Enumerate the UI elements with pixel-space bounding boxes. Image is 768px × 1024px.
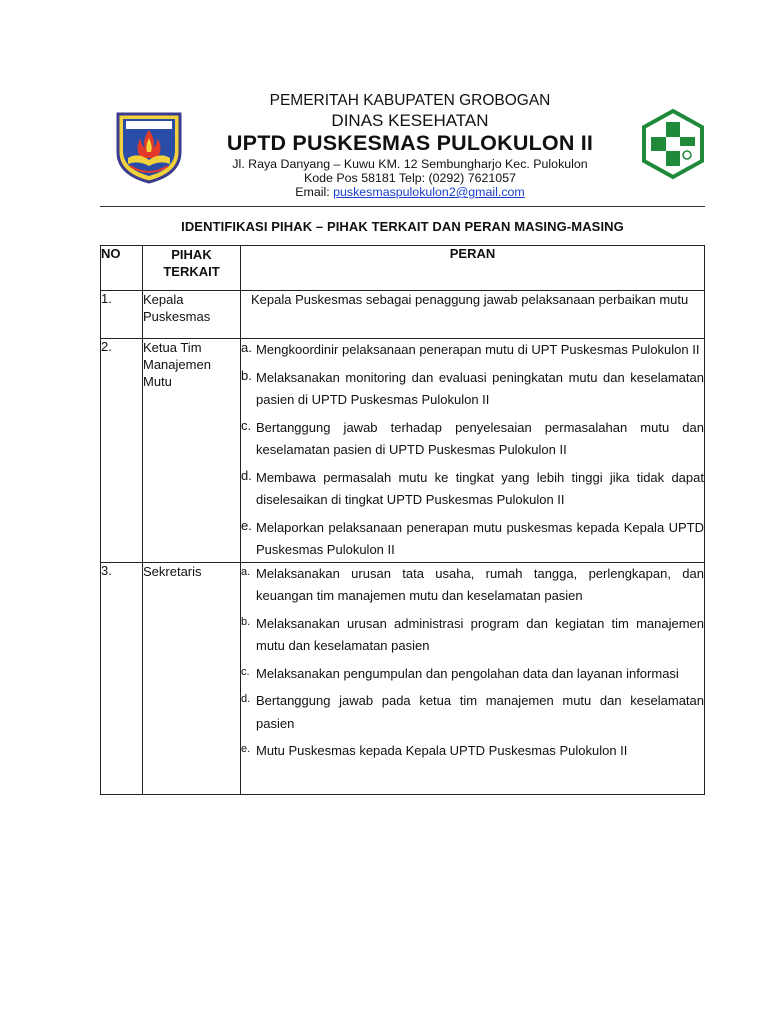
row-peran-list: [241, 339, 705, 563]
document-title: IDENTIFIKASI PIHAK – PIHAK TERKAIT DAN PERAN MASING-MASING: [181, 219, 624, 234]
row-peran: Kepala Puskesmas sebagai penaggung jawab pelaksanaan perbaikan mutu: [241, 291, 705, 339]
role-text: Membawa permasalah mutu ke tingkat yang lebih tinggi jika tidak dapat diselesaikan di tingkat UPTD Puskesmas Pulokulon II: [256, 469, 704, 507]
role-text: Melaporkan pelaksanaan penerapan mutu puskesmas kepada Kepala UPTD Puskesmas Pulokulon II: [256, 519, 704, 557]
role-item: [241, 613, 704, 658]
role-item: [241, 517, 704, 562]
address: Jl. Raya Danyang – Kuwu KM. 12 Sembungharjo Kec. Pulokulon: [232, 157, 588, 171]
header-peran: PERAN: [241, 246, 705, 291]
role-marker: a.: [241, 565, 251, 578]
role-marker: d.: [241, 693, 251, 705]
header-pihak: PIHAK TERKAIT: [143, 246, 241, 291]
role-item: [241, 563, 704, 608]
postal-phone: Kode Pos 58181 Telp: (0292) 7621057: [304, 171, 516, 185]
role-marker: b.: [241, 615, 251, 628]
role-item: [241, 663, 704, 686]
letterhead-text: [190, 91, 630, 199]
table-row: [101, 562, 705, 794]
department-name: DINAS KESEHATAN: [331, 111, 489, 130]
role-item: [241, 467, 704, 512]
row-peran-list: [241, 562, 705, 794]
role-item: [241, 417, 704, 462]
role-text: Melaksanakan monitoring dan evaluasi peningkatan mutu dan keselamatan pasien di UPTD Puskesmas Pulokulon II: [256, 369, 704, 407]
row-no: 1.: [101, 291, 143, 339]
role-marker: d.: [241, 467, 252, 483]
email-label: Email:: [295, 185, 334, 199]
email-link[interactable]: puskesmaspulokulon2@gmail.com: [333, 185, 525, 199]
role-marker: e.: [241, 517, 252, 533]
institution-name: UPTD PUSKESMAS PULOKULON II: [226, 131, 594, 155]
letterhead: [0, 0, 768, 210]
table-header-row: [101, 246, 705, 291]
role-text: Melaksanakan urusan tata usaha, rumah tangga, perlengkapan, dan keuangan tim manajemen mutu dan keselamatan pasien: [256, 565, 704, 603]
government-name: PEMERITAH KABUPATEN GROBOGAN: [269, 92, 551, 109]
role-item: [241, 690, 704, 735]
row-pihak: Sekretaris: [143, 562, 241, 794]
email-line: [190, 185, 630, 199]
role-text: Bertanggung jawab pada ketua tim manajemen mutu dan keselamatan pasien: [256, 693, 704, 731]
role-marker: b.: [241, 367, 252, 383]
regency-emblem-icon: [114, 108, 184, 184]
role-text: Mutu Puskesmas kepada Kepala UPTD Puskesmas Pulokulon II: [256, 743, 628, 758]
role-text: Mengkoordinir pelaksanaan penerapan mutu di UPT Puskesmas Pulokulon II: [256, 342, 700, 357]
row-pihak: Kepala Puskesmas: [143, 291, 241, 339]
puskesmas-logo-icon: [640, 108, 706, 180]
role-text: Melaksanakan urusan administrasi program dan kegiatan tim manajemen mutu dan keselamatan pasien: [256, 615, 704, 653]
role-marker: e.: [241, 743, 251, 755]
table-row: [101, 291, 705, 339]
role-text: Bertanggung jawab terhadap penyelesaian permasalahan mutu dan keselamatan pasien di UPTD Puskesmas Pulokulon II: [256, 419, 704, 457]
role-marker: a.: [241, 340, 252, 355]
row-no: 2.: [101, 339, 143, 563]
row-pihak: Ketua Tim Manajemen Mutu: [143, 339, 241, 563]
header-no: NO: [101, 246, 143, 291]
role-text: Melaksanakan pengumpulan dan pengolahan data dan layanan informasi: [256, 665, 679, 681]
role-marker: c.: [241, 665, 250, 678]
header-divider: [100, 206, 705, 207]
role-marker: c.: [241, 417, 252, 433]
role-item: [241, 339, 704, 362]
role-item: [241, 367, 704, 412]
role-item: [241, 740, 704, 763]
row-no: 3.: [101, 562, 143, 794]
stakeholder-table: [100, 245, 705, 795]
table-row: [101, 339, 705, 563]
